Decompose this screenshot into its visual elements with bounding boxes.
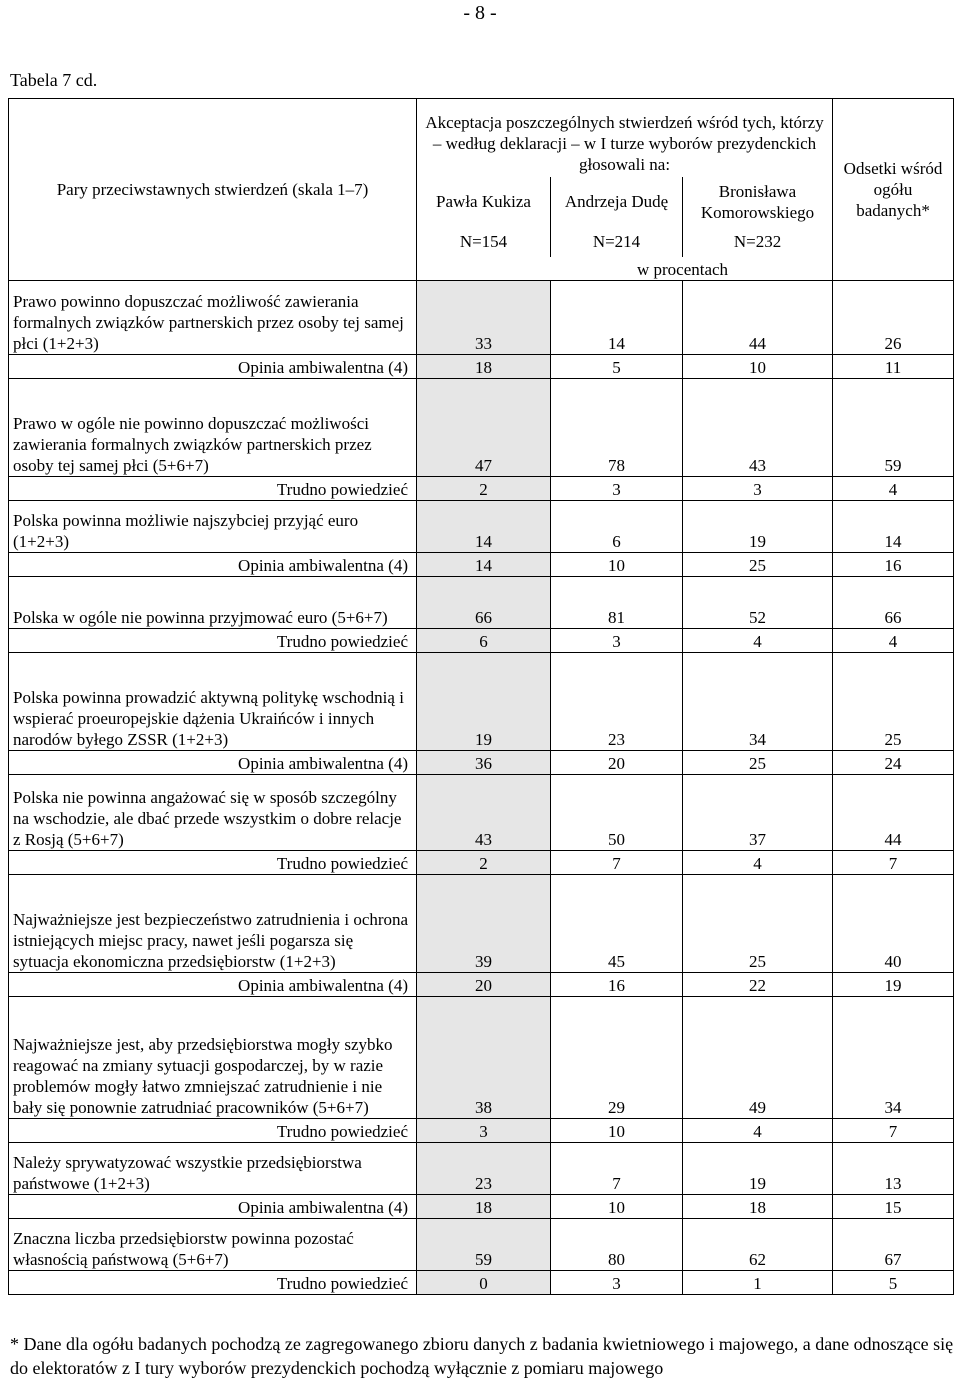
- value-duda: 7: [551, 1143, 683, 1195]
- value-total: 16: [833, 553, 954, 577]
- table-row: [9, 1143, 954, 1195]
- value-total: 44: [833, 775, 954, 851]
- table-row: [9, 355, 954, 379]
- candidate-header-komorowski: Bronisława Komorowskiego: [683, 177, 833, 227]
- value-kukiz: 3: [417, 1119, 551, 1143]
- results-table-body: [9, 99, 954, 1295]
- value-komorowski: 19: [683, 1143, 833, 1195]
- table-row: [9, 875, 954, 973]
- value-kukiz: 18: [417, 1195, 551, 1219]
- row-statement: Polska nie powinna angażować się w sposób szczególny na wschodzie, ale dbać przede wszystkim o dobre relacje z Rosją (5+6+7): [9, 775, 417, 851]
- value-komorowski: 18: [683, 1195, 833, 1219]
- row-statement: Znaczna liczba przedsiębiorstw powinna pozostać własnością państwową (5+6+7): [9, 1219, 417, 1271]
- value-total: 25: [833, 653, 954, 751]
- group-header: Akceptacja poszczególnych stwierdzeń wśród tych, którzy – według deklaracji – w I turze wyborów prezydenckich głosowali na:: [417, 99, 833, 177]
- value-kukiz: 20: [417, 973, 551, 997]
- value-kukiz: 36: [417, 751, 551, 775]
- value-duda: 16: [551, 973, 683, 997]
- table-row: [9, 477, 954, 501]
- value-kukiz: 23: [417, 1143, 551, 1195]
- table-row: [9, 751, 954, 775]
- value-komorowski: 25: [683, 875, 833, 973]
- value-komorowski: 10: [683, 355, 833, 379]
- row-sublabel: Opinia ambiwalentna (4): [9, 1195, 417, 1219]
- value-duda: 20: [551, 751, 683, 775]
- value-total: 4: [833, 477, 954, 501]
- table-row: [9, 851, 954, 875]
- row-statement: Najważniejsze jest bezpieczeństwo zatrudnienia i ochrona istniejących miejsc pracy, nawet jeśli pogarsza się sytuacja ekonomiczna przedsiębiorstw (1+2+3): [9, 875, 417, 973]
- row-sublabel: Trudno powiedzieć: [9, 477, 417, 501]
- table-row: [9, 577, 954, 629]
- value-duda: 29: [551, 997, 683, 1119]
- value-kukiz: 66: [417, 577, 551, 629]
- value-duda: 78: [551, 379, 683, 477]
- value-kukiz: 19: [417, 653, 551, 751]
- value-total: 19: [833, 973, 954, 997]
- value-duda: 3: [551, 477, 683, 501]
- row-statement: Prawo w ogóle nie powinno dopuszczać możliwości zawierania formalnych związków partnerskich przez osoby tej samej płci (5+6+7): [9, 379, 417, 477]
- page-number: - 8 -: [463, 2, 497, 24]
- value-komorowski: 3: [683, 477, 833, 501]
- value-total: 40: [833, 875, 954, 973]
- row-statement: Polska powinna możliwie najszybciej przyjąć euro (1+2+3): [9, 501, 417, 553]
- value-komorowski: 22: [683, 973, 833, 997]
- table-row: [9, 501, 954, 553]
- value-duda: 80: [551, 1219, 683, 1271]
- row-sublabel: Opinia ambiwalentna (4): [9, 355, 417, 379]
- value-duda: 81: [551, 577, 683, 629]
- n-kukiz: N=154: [417, 227, 551, 257]
- row-sublabel: Opinia ambiwalentna (4): [9, 553, 417, 577]
- candidate-header-duda: Andrzeja Dudę: [551, 177, 683, 227]
- value-total: 5: [833, 1271, 954, 1295]
- value-duda: 6: [551, 501, 683, 553]
- value-komorowski: 43: [683, 379, 833, 477]
- value-komorowski: 49: [683, 997, 833, 1119]
- row-sublabel: Trudno powiedzieć: [9, 851, 417, 875]
- table-row: [9, 775, 954, 851]
- candidate-header-kukiz: Pawła Kukiza: [417, 177, 551, 227]
- value-komorowski: 19: [683, 501, 833, 553]
- value-duda: 23: [551, 653, 683, 751]
- value-total: 13: [833, 1143, 954, 1195]
- row-sublabel: Trudno powiedzieć: [9, 629, 417, 653]
- value-kukiz: 14: [417, 553, 551, 577]
- value-total: 7: [833, 851, 954, 875]
- row-statement: Polska powinna prowadzić aktywną politykę wschodnią i wspierać proeuropejskie dążenia Ukraińców i innych narodów byłego ZSSR (1+2+3): [9, 653, 417, 751]
- value-duda: 14: [551, 281, 683, 355]
- value-total: 7: [833, 1119, 954, 1143]
- results-table: [8, 98, 954, 1295]
- table-row: [9, 1271, 954, 1295]
- total-header: Odsetki wśród ogółu badanych*: [833, 99, 954, 281]
- value-kukiz: 2: [417, 477, 551, 501]
- row-sublabel: Opinia ambiwalentna (4): [9, 751, 417, 775]
- value-komorowski: 52: [683, 577, 833, 629]
- value-kukiz: 39: [417, 875, 551, 973]
- table-caption: Tabela 7 cd.: [10, 70, 98, 90]
- table-row: [9, 1195, 954, 1219]
- value-total: 14: [833, 501, 954, 553]
- value-kukiz: 14: [417, 501, 551, 553]
- table-row: [9, 1119, 954, 1143]
- value-kukiz: 0: [417, 1271, 551, 1295]
- value-duda: 10: [551, 553, 683, 577]
- value-komorowski: 1: [683, 1271, 833, 1295]
- value-kukiz: 33: [417, 281, 551, 355]
- value-total: 15: [833, 1195, 954, 1219]
- table-row: [9, 1219, 954, 1271]
- table-row: [9, 379, 954, 477]
- value-duda: 10: [551, 1119, 683, 1143]
- row-statement: Należy sprywatyzować wszystkie przedsiębiorstwa państwowe (1+2+3): [9, 1143, 417, 1195]
- row-statement: Najważniejsze jest, aby przedsiębiorstwa mogły szybko reagować na zmiany sytuacji gospodarczej, by w razie problemów mogły łatwo zmniejszać zatrudnienie i nie bały się ponownie zatrudniać pracowników (5+6+7): [9, 997, 417, 1119]
- value-total: 11: [833, 355, 954, 379]
- value-total: 24: [833, 751, 954, 775]
- row-statement: Polska w ogóle nie powinna przyjmować euro (5+6+7): [9, 577, 417, 629]
- value-duda: 3: [551, 629, 683, 653]
- table-row: [9, 553, 954, 577]
- unit-label: w procentach: [417, 257, 833, 281]
- n-komorowski: N=232: [683, 227, 833, 257]
- row-sublabel: Trudno powiedzieć: [9, 1119, 417, 1143]
- value-kukiz: 59: [417, 1219, 551, 1271]
- value-komorowski: 44: [683, 281, 833, 355]
- value-total: 66: [833, 577, 954, 629]
- row-statement: Prawo powinno dopuszczać możliwość zawierania formalnych związków partnerskich przez osoby tej samej płci (1+2+3): [9, 281, 417, 355]
- value-komorowski: 25: [683, 751, 833, 775]
- value-duda: 45: [551, 875, 683, 973]
- value-kukiz: 18: [417, 355, 551, 379]
- value-komorowski: 37: [683, 775, 833, 851]
- table-row: [9, 653, 954, 751]
- header-row-top: [9, 99, 954, 177]
- table-row: [9, 281, 954, 355]
- value-kukiz: 38: [417, 997, 551, 1119]
- table-row: [9, 973, 954, 997]
- row-label-header: Pary przeciwstawnych stwierdzeń (skala 1–7): [9, 99, 417, 281]
- value-komorowski: 4: [683, 629, 833, 653]
- row-sublabel: Trudno powiedzieć: [9, 1271, 417, 1295]
- value-komorowski: 25: [683, 553, 833, 577]
- n-duda: N=214: [551, 227, 683, 257]
- value-komorowski: 4: [683, 1119, 833, 1143]
- value-komorowski: 62: [683, 1219, 833, 1271]
- value-total: 4: [833, 629, 954, 653]
- value-kukiz: 2: [417, 851, 551, 875]
- value-kukiz: 47: [417, 379, 551, 477]
- footnote: * Dane dla ogółu badanych pochodzą ze zagregowanego zbioru danych z badania kwietniowego i majowego, a dane odnoszące się do elektoratów z I tury wyborów prezydenckich pochodzą wyłącznie z pomiaru majowego: [10, 1334, 954, 1378]
- value-komorowski: 34: [683, 653, 833, 751]
- value-kukiz: 6: [417, 629, 551, 653]
- table-row: [9, 629, 954, 653]
- value-duda: 5: [551, 355, 683, 379]
- value-kukiz: 43: [417, 775, 551, 851]
- value-duda: 50: [551, 775, 683, 851]
- value-total: 67: [833, 1219, 954, 1271]
- row-sublabel: Opinia ambiwalentna (4): [9, 973, 417, 997]
- value-duda: 3: [551, 1271, 683, 1295]
- value-duda: 10: [551, 1195, 683, 1219]
- table-row: [9, 997, 954, 1119]
- value-total: 26: [833, 281, 954, 355]
- value-total: 59: [833, 379, 954, 477]
- value-komorowski: 4: [683, 851, 833, 875]
- value-total: 34: [833, 997, 954, 1119]
- value-duda: 7: [551, 851, 683, 875]
